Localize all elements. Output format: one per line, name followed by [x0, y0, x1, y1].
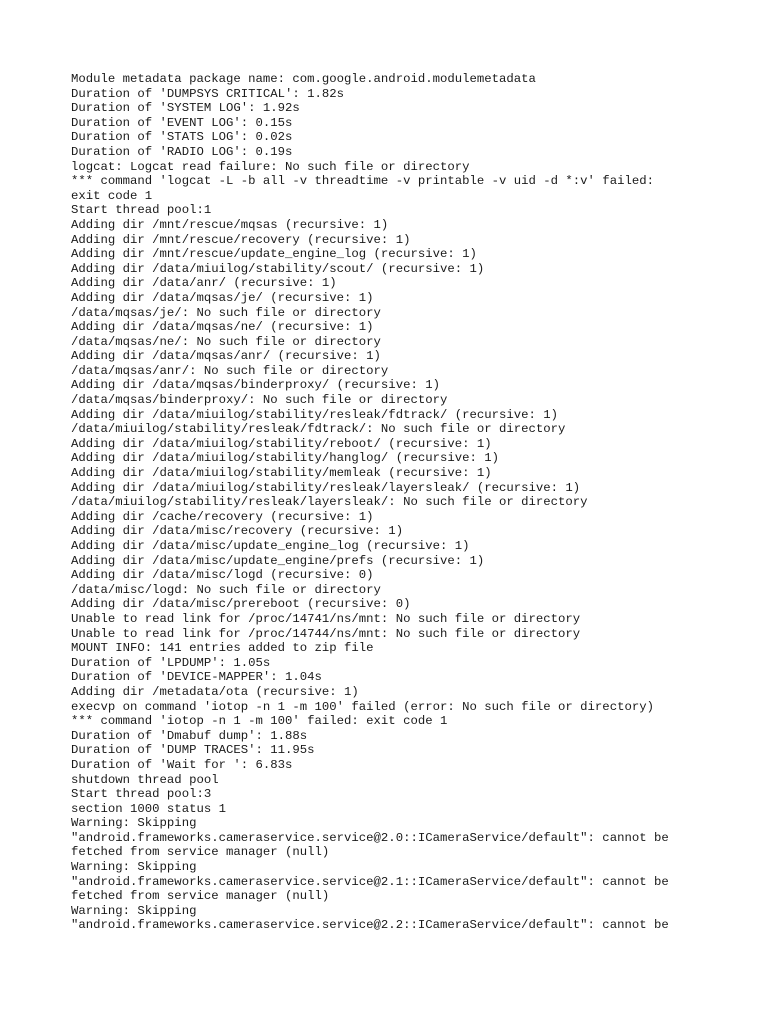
log-line: Adding dir /data/miuilog/stability/resleak/fdtrack/ (recursive: 1): [71, 407, 559, 422]
log-line: Adding dir /data/misc/update_engine_log (recursive: 1): [71, 539, 470, 553]
log-line: Adding dir /mnt/rescue/mqsas (recursive: 1): [71, 217, 389, 232]
log-line: Adding dir /mnt/rescue/update_engine_log (recursive: 1): [71, 247, 477, 262]
log-line: Adding dir /mnt/rescue/recovery (recursive: 1): [71, 232, 411, 247]
log-line: Adding dir /data/miuilog/stability/reboot/ (recursive: 1): [71, 436, 492, 451]
log-line: *** command 'logcat -L -b all -v threadtime -v printable -v uid -d *:v' failed:: [71, 174, 654, 189]
log-line: Adding dir /data/mqsas/anr/ (recursive: 1): [71, 349, 381, 364]
log-line: Adding dir /data/misc/update_engine/prefs (recursive: 1): [71, 553, 485, 568]
log-line: section 1000 status 1: [71, 801, 226, 816]
log-line: /data/mqsas/je/: No such file or directory: [71, 305, 381, 320]
log-line: Warning: Skipping: [71, 903, 197, 918]
log-line: Duration of 'LPDUMP': 1.05s: [71, 655, 271, 670]
log-line: Duration of 'DEVICE-MAPPER': 1.04s: [71, 670, 322, 685]
log-line: Adding dir /data/misc/recovery (recursive: 1): [71, 524, 404, 539]
log-line: "android.frameworks.cameraservice.service@2.0::ICameraService/default": cannot be: [71, 830, 669, 845]
log-line: fetched from service manager (null): [71, 845, 330, 860]
log-line: Duration of 'SYSTEM LOG': 1.92s: [71, 101, 300, 116]
log-line: Start thread pool:3: [71, 787, 212, 802]
log-line: Adding dir /data/miuilog/stability/memleak (recursive: 1): [71, 466, 492, 481]
log-line: Module metadata package name: com.google.android.modulemetadata: [71, 72, 536, 86]
log-line: Duration of 'RADIO LOG': 0.19s: [71, 144, 293, 159]
log-line: fetched from service manager (null): [71, 889, 330, 904]
log-line: /data/mqsas/anr/: No such file or directory: [71, 363, 389, 378]
log-line: /data/miuilog/stability/resleak/layersleak/: No such file or directory: [71, 495, 588, 510]
log-line: /data/misc/logd: No such file or directory: [71, 582, 381, 597]
log-line: Start thread pool:1: [71, 203, 212, 218]
log-line: Adding dir /data/mqsas/binderproxy/ (recursive: 1): [71, 378, 440, 393]
log-line: execvp on command 'iotop -n 1 -m 100' failed (error: No such file or directory): [71, 699, 654, 714]
log-line: /data/mqsas/binderproxy/: No such file or directory: [71, 393, 448, 408]
log-line: Duration of 'DUMP TRACES': 11.95s: [71, 743, 315, 758]
log-line: "android.frameworks.cameraservice.service@2.2::ICameraService/default": cannot be: [71, 918, 669, 933]
log-line: Adding dir /metadata/ota (recursive: 1): [71, 684, 359, 699]
log-line: *** command 'iotop -n 1 -m 100' failed: exit code 1: [71, 714, 448, 729]
log-line: Warning: Skipping: [71, 816, 197, 831]
log-document: [71, 72, 761, 933]
log-line: Warning: Skipping: [71, 860, 197, 875]
log-line: Duration of 'DUMPSYS CRITICAL': 1.82s: [71, 86, 345, 101]
log-line: Duration of 'STATS LOG': 0.02s: [71, 130, 293, 145]
log-line: MOUNT INFO: 141 entries added to zip file: [71, 641, 374, 656]
log-line: /data/mqsas/ne/: No such file or directory: [71, 334, 381, 349]
log-line: Adding dir /data/anr/ (recursive: 1): [71, 276, 337, 291]
log-line: Adding dir /data/miuilog/stability/hanglog/ (recursive: 1): [71, 451, 500, 466]
log-line: Duration of 'Dmabuf dump': 1.88s: [71, 728, 308, 743]
log-line: Duration of 'EVENT LOG': 0.15s: [71, 115, 293, 130]
log-line: Adding dir /data/miuilog/stability/scout/ (recursive: 1): [71, 261, 485, 276]
log-line: exit code 1: [71, 188, 153, 203]
log-line: Unable to read link for /proc/14741/ns/mnt: No such file or directory: [71, 611, 581, 626]
log-line: Adding dir /data/miuilog/stability/resleak/layersleak/ (recursive: 1): [71, 480, 581, 495]
log-line: Adding dir /cache/recovery (recursive: 1): [71, 509, 374, 524]
log-line: Unable to read link for /proc/14744/ns/mnt: No such file or directory: [71, 626, 581, 641]
log-line: Adding dir /data/mqsas/ne/ (recursive: 1): [71, 320, 374, 335]
log-line: /data/miuilog/stability/resleak/fdtrack/: No such file or directory: [71, 422, 566, 437]
log-line: "android.frameworks.cameraservice.service@2.1::ICameraService/default": cannot be: [71, 874, 669, 889]
log-line: Adding dir /data/misc/prereboot (recursive: 0): [71, 597, 411, 612]
log-line: Adding dir /data/mqsas/je/ (recursive: 1): [71, 290, 374, 305]
log-line: shutdown thread pool: [71, 772, 219, 787]
log-line: logcat: Logcat read failure: No such file or directory: [71, 159, 470, 174]
log-line: Adding dir /data/misc/logd (recursive: 0): [71, 568, 374, 583]
log-line: Duration of 'Wait for ': 6.83s: [71, 757, 293, 772]
